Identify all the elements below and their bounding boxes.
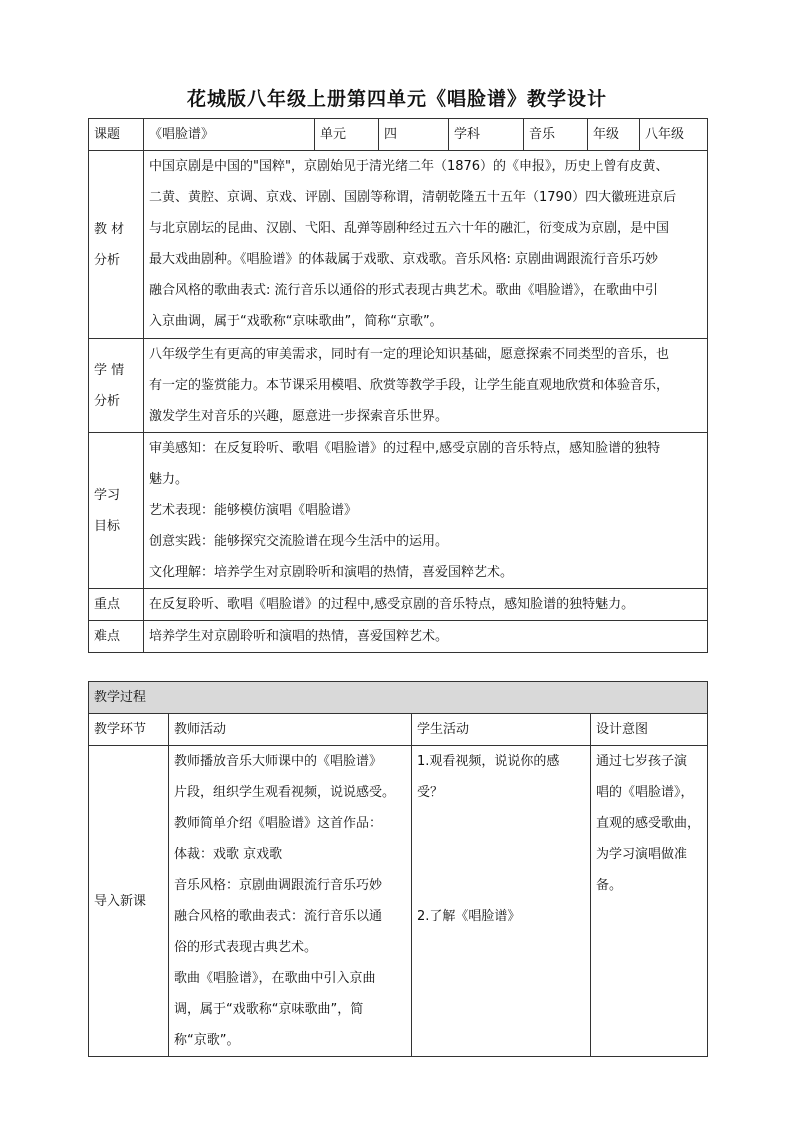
goals-line: 艺术表现：能够模仿演唱《唱脸谱》 [149, 503, 358, 518]
teacher-line: 音乐风格：京剧曲调跟流行音乐巧妙 [174, 878, 383, 893]
goals-line: 审美感知：在反复聆听、歌唱《唱脸谱》的过程中,感受京剧的音乐特点，感知脸谱的独特 [149, 441, 661, 456]
label-grade: 年级 [588, 119, 640, 151]
teacher-line: 教师简单介绍《唱脸谱》这首作品： [174, 816, 383, 831]
value-unit: 四 [379, 119, 449, 151]
teacher-activity-cell [169, 746, 412, 1057]
goals-line: 文化理解：培养学生对京剧聆听和演唱的热情，喜爱国粹艺术。 [149, 565, 514, 580]
material-label-line1: 教 材 [94, 221, 125, 237]
material-line: 入京曲调，属于“戏歌称“京味歌曲”，简称“京歌”。 [149, 314, 443, 329]
material-line: 最大戏曲剧种。《唱脸谱》的体裁属于戏歌、京戏歌。音乐风格: 京剧曲调跟流行音乐巧妙 [149, 252, 659, 267]
intent-line: 直观的感受歌曲， [596, 816, 701, 831]
students-line: 有一定的鉴赏能力。本节课采用模唱、欣赏等教学手段，让学生能直观地欣赏和体验音乐， [149, 378, 670, 393]
teacher-line: 教师播放音乐大师课中的《唱脸谱》 [174, 754, 383, 769]
intent-line: 通过七岁孩子演 [596, 754, 688, 769]
column-header-intent: 设计意图 [591, 714, 708, 746]
teacher-line: 称“京歌”。 [174, 1033, 240, 1048]
students-label-line1: 学 情 [94, 362, 125, 378]
intent-line: 备。 [596, 878, 623, 893]
goals-line: 创意实践：能够探究交流脸谱在现今生活中的运用。 [149, 534, 449, 549]
value-grade: 八年级 [640, 119, 708, 151]
goals-line: 魅力。 [149, 472, 189, 487]
teacher-line: 歌曲《唱脸谱》，在歌曲中引入京曲 [174, 971, 376, 986]
students-line: 八年级学生有更高的审美需求，同时有一定的理论知识基础，愿意探索不同类型的音乐，也 [149, 347, 670, 362]
teaching-process-table [88, 681, 708, 1057]
students-content [144, 339, 708, 433]
student-line: 2.了解《唱脸谱》 [417, 909, 521, 924]
label-unit: 单元 [315, 119, 379, 151]
student-activity-cell [412, 746, 591, 1057]
design-intent-cell [591, 746, 708, 1057]
teacher-line: 融合风格的歌曲表式：流行音乐以通 [174, 909, 383, 924]
material-label-line2: 分析 [94, 252, 121, 268]
goals-label-line1: 学习 [94, 487, 121, 503]
material-line: 二黄、黄腔、京调、京戏、评剧、国剧等称谓，清朝乾隆五十五年（1790）四大徽班进京后 [149, 190, 677, 205]
label-ke-ti: 课题 [89, 119, 144, 151]
teacher-line: 体裁：戏歌 京戏歌 [174, 847, 283, 862]
teacher-line: 片段，组织学生观看视频，说说感受。 [174, 785, 396, 800]
difficulty-label: 难点 [89, 621, 144, 653]
material-line: 中国京剧是中国的"国粹"，京剧始见于清光绪二年（1876）的《申报》，历史上曾有皮黄、 [149, 159, 669, 174]
students-label-line2: 分析 [94, 393, 121, 409]
material-line: 与北京剧坛的昆曲、汉剧、弋阳、乱弹等剧种经过五六十年的融汇，衍变成为京剧，是中国 [149, 221, 670, 236]
goals-content [144, 433, 708, 589]
goals-label-line2: 目标 [94, 518, 121, 534]
document-title: 花城版八年级上册第四单元《唱脸谱》教学设计 [186, 88, 607, 110]
label-subject: 学科 [449, 119, 524, 151]
material-line: 融合风格的歌曲表式: 流行音乐以通俗的形式表现古典艺术。歌曲《唱脸谱》，在歌曲中引 [149, 283, 659, 298]
students-label [89, 339, 144, 433]
key-point-label: 重点 [89, 589, 144, 621]
difficulty-content: 培养学生对京剧聆听和演唱的热情，喜爱国粹艺术。 [144, 621, 708, 653]
column-header-student: 学生活动 [412, 714, 591, 746]
material-label [89, 151, 144, 339]
value-subject: 音乐 [524, 119, 588, 151]
material-content [144, 151, 708, 339]
key-point-content: 在反复聆听、歌唱《唱脸谱》的过程中,感受京剧的音乐特点，感知脸谱的独特魅力。 [144, 589, 708, 621]
lesson-info-table [88, 118, 708, 653]
process-header: 教学过程 [89, 682, 708, 714]
student-line: 受？ [417, 785, 444, 800]
teacher-line: 调，属于“戏歌称“京味歌曲”，简 [174, 1002, 364, 1017]
goals-label [89, 433, 144, 589]
value-ke-ti: 《唱脸谱》 [144, 119, 315, 151]
intent-line: 为学习演唱做准 [596, 847, 688, 862]
students-line: 激发学生对音乐的兴趣，愿意进一步探索音乐世界。 [149, 409, 449, 424]
student-line: 1.观看视频，说说你的感 [417, 754, 560, 769]
intent-line: 唱的《唱脸谱》， [596, 785, 694, 800]
column-header-teacher: 教师活动 [169, 714, 412, 746]
stage-cell: 导入新课 [89, 746, 169, 1057]
teacher-line: 俗的形式表现古典艺术。 [174, 940, 318, 955]
column-header-stage: 教学环节 [89, 714, 169, 746]
